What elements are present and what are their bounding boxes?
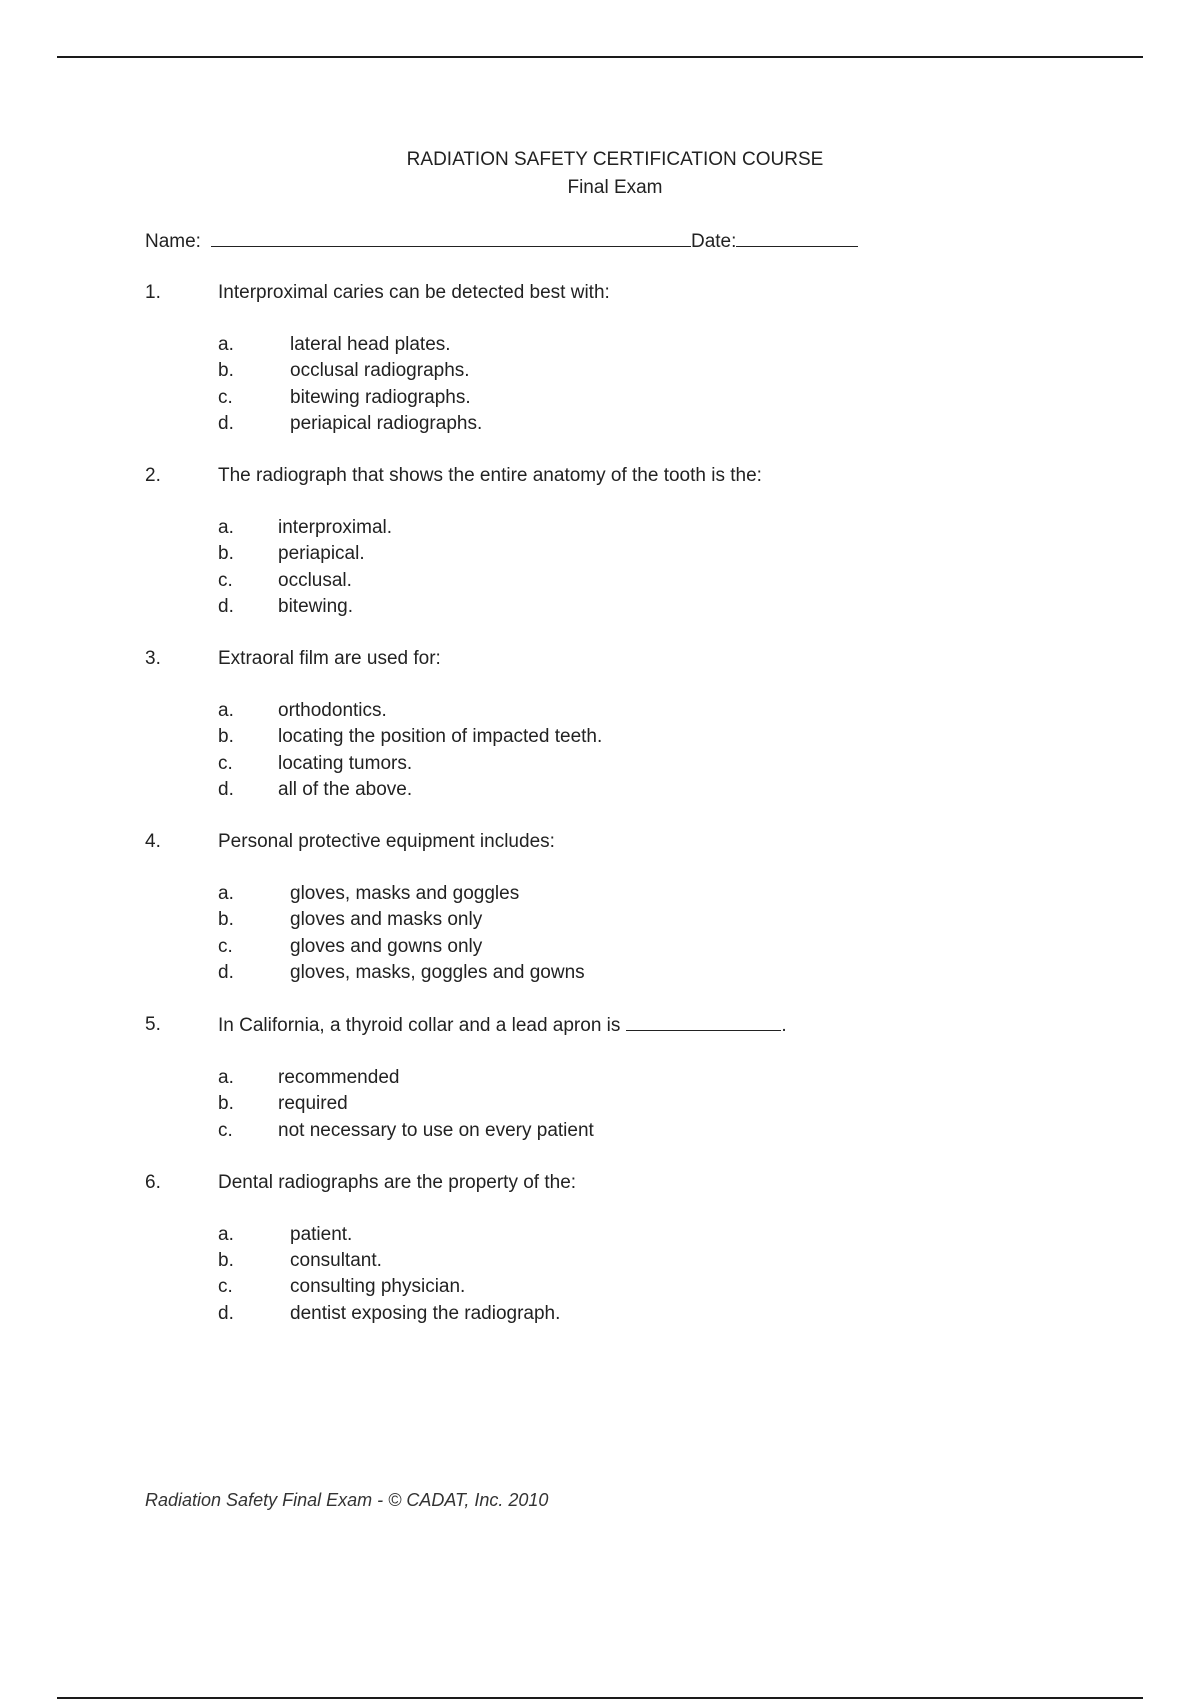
option-letter: d. bbox=[218, 412, 234, 434]
page-footer: Radiation Safety Final Exam - © CADAT, Inc. 2010 bbox=[145, 1490, 549, 1510]
option-item bbox=[218, 1091, 1145, 1117]
option-item bbox=[218, 332, 1145, 358]
option-text: bitewing. bbox=[278, 595, 353, 617]
option-text: gloves and masks only bbox=[290, 909, 483, 931]
option-item bbox=[218, 777, 1145, 803]
option-list bbox=[145, 881, 1145, 986]
question-text: Interproximal caries can be detected best with: bbox=[218, 282, 610, 303]
question-list bbox=[145, 280, 1145, 1353]
option-list bbox=[145, 1065, 1145, 1144]
option-letter: b. bbox=[218, 1093, 234, 1115]
option-letter: a. bbox=[218, 517, 234, 539]
option-text: periapical. bbox=[278, 543, 365, 565]
question-1 bbox=[145, 280, 1145, 437]
option-item bbox=[218, 358, 1145, 384]
option-letter: b. bbox=[218, 1250, 234, 1272]
option-list bbox=[145, 515, 1145, 620]
option-item bbox=[218, 960, 1145, 986]
option-item bbox=[218, 1274, 1145, 1300]
question-3 bbox=[145, 646, 1145, 803]
option-letter: a. bbox=[218, 883, 234, 905]
option-list bbox=[145, 332, 1145, 437]
option-letter: c. bbox=[218, 569, 233, 591]
option-letter: b. bbox=[218, 909, 234, 931]
question-text: The radiograph that shows the entire anatomy of the tooth is the: bbox=[218, 465, 762, 487]
option-text: periapical radiographs. bbox=[290, 412, 483, 434]
option-item bbox=[218, 541, 1145, 567]
option-letter: d. bbox=[218, 961, 234, 983]
option-text: all of the above. bbox=[278, 778, 413, 800]
date-label: Date: bbox=[690, 231, 737, 252]
option-text: required bbox=[278, 1093, 348, 1115]
option-item bbox=[218, 1248, 1145, 1274]
option-letter: d. bbox=[218, 778, 234, 800]
option-letter: b. bbox=[218, 543, 234, 565]
option-item bbox=[218, 594, 1145, 620]
name-date-line bbox=[145, 226, 858, 256]
option-item bbox=[218, 934, 1145, 960]
option-text: patient. bbox=[290, 1224, 353, 1246]
option-letter: c. bbox=[218, 1276, 233, 1298]
question-5 bbox=[145, 1012, 1145, 1144]
option-item bbox=[218, 698, 1145, 724]
question-number: 5. bbox=[145, 1014, 161, 1036]
option-letter: b. bbox=[218, 726, 234, 748]
option-letter: a. bbox=[218, 334, 234, 356]
option-list bbox=[145, 698, 1145, 803]
answer-blank bbox=[626, 1012, 781, 1031]
question-text-before-blank: In California, a thyroid collar and a lead apron is bbox=[218, 1015, 621, 1037]
question-text-after-blank: . bbox=[781, 1015, 787, 1037]
question-6 bbox=[145, 1170, 1145, 1327]
option-letter: d. bbox=[218, 595, 234, 617]
option-text: occlusal radiographs. bbox=[290, 360, 470, 382]
option-item bbox=[218, 1301, 1145, 1327]
option-item bbox=[218, 907, 1145, 933]
name-blank bbox=[211, 226, 691, 247]
option-item bbox=[218, 1118, 1145, 1144]
question-number: 1. bbox=[145, 282, 161, 303]
question-4 bbox=[145, 829, 1145, 986]
question-text: Dental radiographs are the property of the: bbox=[218, 1171, 577, 1193]
option-letter: a. bbox=[218, 700, 234, 722]
option-text: consultant. bbox=[290, 1250, 382, 1272]
question-2 bbox=[145, 463, 1145, 620]
option-item bbox=[218, 1222, 1145, 1248]
option-letter: a. bbox=[218, 1224, 234, 1246]
option-text: gloves, masks and goggles bbox=[290, 883, 520, 905]
option-text: lateral head plates. bbox=[290, 334, 451, 356]
question-number: 3. bbox=[145, 648, 161, 670]
date-blank bbox=[736, 226, 858, 247]
option-text: locating the position of impacted teeth. bbox=[278, 726, 603, 748]
option-item bbox=[218, 385, 1145, 411]
option-text: locating tumors. bbox=[278, 752, 413, 774]
option-letter: d. bbox=[218, 1302, 234, 1324]
option-text: gloves and gowns only bbox=[290, 935, 483, 957]
option-item bbox=[218, 724, 1145, 750]
option-item bbox=[218, 568, 1145, 594]
question-text: Extraoral film are used for: bbox=[218, 648, 441, 670]
question-text bbox=[218, 1012, 1145, 1039]
option-text: gloves, masks, goggles and gowns bbox=[290, 961, 585, 983]
question-number: 4. bbox=[145, 831, 161, 853]
option-text: recommended bbox=[278, 1067, 400, 1089]
option-text: bitewing radiographs. bbox=[290, 386, 471, 408]
option-letter: c. bbox=[218, 935, 233, 957]
option-text: consulting physician. bbox=[290, 1276, 466, 1298]
option-item bbox=[218, 1065, 1145, 1091]
option-text: not necessary to use on every patient bbox=[278, 1119, 594, 1141]
option-letter: c. bbox=[218, 1119, 233, 1141]
option-list bbox=[145, 1222, 1145, 1327]
option-text: orthodontics. bbox=[278, 700, 387, 722]
option-item bbox=[218, 411, 1145, 437]
option-text: dentist exposing the radiograph. bbox=[290, 1302, 561, 1324]
option-item bbox=[218, 751, 1145, 777]
question-number: 2. bbox=[145, 465, 161, 487]
exam-header bbox=[0, 146, 1200, 202]
option-letter: a. bbox=[218, 1067, 234, 1089]
course-title: RADIATION SAFETY CERTIFICATION COURSE bbox=[406, 149, 824, 170]
question-number: 6. bbox=[145, 1171, 161, 1193]
option-item bbox=[218, 881, 1145, 907]
name-label: Name: bbox=[145, 231, 201, 252]
top-rule bbox=[57, 56, 1143, 58]
option-letter: c. bbox=[218, 752, 233, 774]
option-text: interproximal. bbox=[278, 517, 393, 539]
question-text: Personal protective equipment includes: bbox=[218, 831, 555, 853]
option-text: occlusal. bbox=[278, 569, 352, 591]
exam-subtitle: Final Exam bbox=[567, 177, 663, 198]
option-item bbox=[218, 515, 1145, 541]
option-letter: c. bbox=[218, 386, 233, 408]
bottom-rule bbox=[57, 1697, 1143, 1699]
option-letter: b. bbox=[218, 360, 234, 382]
